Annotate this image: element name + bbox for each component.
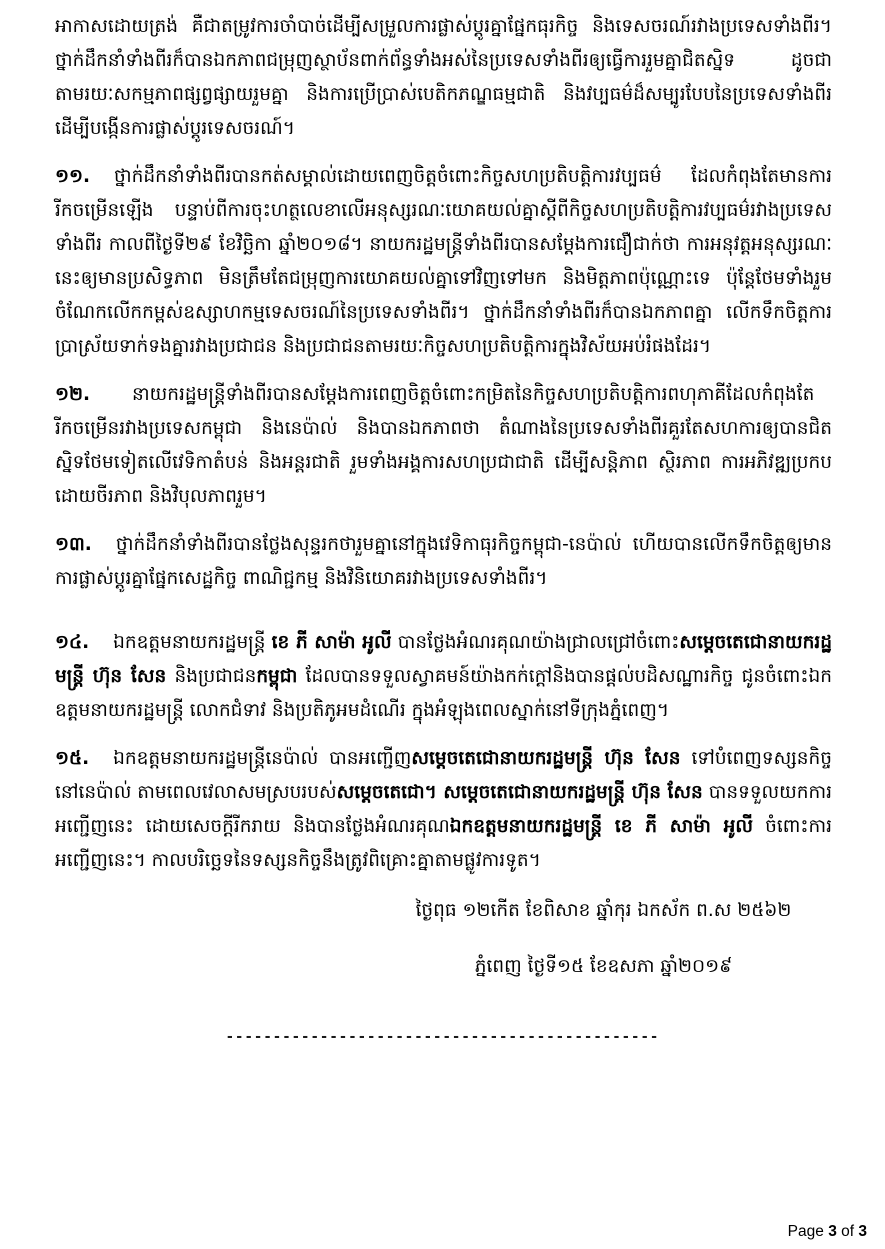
paragraph-segment: ទៅបំពេញទស្សនកិច្ចនៅនេប៉ាល់ តាមពេលវេលាសមស្របរបស់ xyxy=(55,748,832,803)
paragraph-segment-bold: សម្តេចតេជោ។ សម្តេចតេជោនាយករដ្ឋមន្ត្រី ហ៊ុន សែន xyxy=(336,782,703,803)
footer-page-current: 3 xyxy=(828,1223,837,1240)
paragraph-segment: បានថ្លែងអំណរគុណយ៉ាងជ្រាលជ្រៅចំពោះ xyxy=(391,632,680,653)
paragraph-segment: ចំពោះការអញ្ជើញនេះ។ កាលបរិច្ឆេទនៃទស្សនកិច្ចនឹងត្រូវពិគ្រោះគ្នាតាមផ្លូវការទូត។ xyxy=(55,816,832,871)
page-footer xyxy=(788,1223,867,1241)
paragraph-segment-bold: កម្ពុជា xyxy=(256,666,298,687)
numbered-paragraph xyxy=(55,378,832,514)
paragraph-segment: អាកាសដោយត្រង់ គឺជាតម្រូវការចាំបាច់ដើម្បីសម្រួលការផ្លាស់ប្តូរគ្នាផ្នែកធុរកិច្ច និងទេសចរណ៍រវាងប្រទេសទាំងពីរ។ ថ្នាក់ដឹកនាំទាំងពីរក៏បានឯកភាពជម្រុញស្ថាប័នពាក់ព័ន្ធទាំងអស់នៃប្រទេសទាំងពីរឲ្យធ្វើការរួមគ្នាជិតស្និទ ដូចជាតាមរយៈសកម្មភាពផ្សព្វផ្សាយរួមគ្នា និងការប្រើប្រាស់បេតិកភណ្ឌធម្មជាតិ និងវប្បធម៌ដ៏សម្បូរបែបនៃប្រទេសទាំងពីរ ដើម្បីបង្កើនការផ្លាស់ប្តូរទេសចរណ៍។ xyxy=(55,16,832,139)
paragraph-number: ១៤. xyxy=(55,632,90,653)
paragraph-segment: ថ្នាក់ដឹកនាំទាំងពីរបានថ្លែងសុន្ទរកថារួមគ្នានៅក្នុងវេទិកាធុរកិច្ចកម្ពុជា-នេប៉ាល់ ហើយបានលើកទឹកចិត្តឲ្យមានការផ្លាស់ប្តូរគ្នាផ្នែកសេដ្ឋកិច្ច ពាណិជ្ជកម្ម និងវិនិយោគរវាងប្រទេសទាំងពីរ។ xyxy=(55,534,832,589)
paragraph-segment: បានទទួលយកការអញ្ជើញនេះ ដោយសេចក្តីរីករាយ និងបានថ្លែងអំណរគុណ xyxy=(55,782,833,837)
paragraph-number: ១៥. xyxy=(55,748,90,769)
separator-row xyxy=(0,1026,885,1045)
paragraph-segment-bold: សម្តេចតេជោនាយករដ្ឋមន្ត្រី ហ៊ុន សែន xyxy=(55,632,832,687)
paragraph-segment: ថ្នាក់ដឹកនាំទាំងពីរបានកត់សម្គាល់ដោយពេញចិត្តចំពោះកិច្ចសហប្រតិបត្តិការវប្បធម៌ ដែលកំពុងតែមានការរីកចម្រើនឡើង បន្ទាប់ពីការចុះហត្ថលេខាលើអនុស្សរណៈយោគយល់គ្នាស្តីពីកិច្ចសហប្រតិបត្តិការវប្បធម៌រវាងប្រទេសទាំងពីរ កាលពីថ្ងៃទី២៩ ខែវិច្ឆិកា ឆ្នាំ២០១៨។ នាយករដ្ឋមន្ត្រីទាំងពីរបានសម្តែងការជឿជាក់ថា ការអនុវត្តអនុស្សរណៈនេះឲ្យមានប្រសិទ្ធភាព មិនត្រឹមតែជម្រុញការយោគយល់គ្នាទៅវិញទៅមក និងមិត្តភាពប៉ុណ្ណោះទេ ប៉ុន្តែថែមទាំងរួមចំណែកលើកកម្ពស់ឧស្សាហកម្មទេសចរណ៍នៃប្រទេសទាំងពីរ។ ថ្នាក់ដឹកនាំទាំងពីរក៏បានឯកភាពគ្នា លើកទឹកចិត្តការប្រាស្រ័យទាក់ទងគ្នារវាងប្រជាជន និងប្រជាជនតាមរយៈកិច្ចសហប្រតិបត្តិការក្នុងវិស័យអប់រំផងដែរ។ xyxy=(55,166,832,357)
footer-of-label: of xyxy=(841,1223,855,1240)
continuation-paragraph xyxy=(55,10,832,146)
date-block xyxy=(375,894,832,984)
date-line-gregorian: ភ្នំពេញ ថ្ងៃទី១៥ ខែឧសភា ឆ្នាំ២០១៩ xyxy=(474,956,733,977)
footer-page-total: 3 xyxy=(858,1223,867,1240)
paragraph-segment: ឯកឧត្តមនាយករដ្ឋមន្ត្រី xyxy=(113,632,272,653)
paragraph-segment: ដែលបានទទួលស្វាគមន៍យ៉ាងកក់ក្តៅនិងបានផ្តល់បដិសណ្ឋារកិច្ច ជូនចំពោះឯកឧត្តមនាយករដ្ឋមន្ត្រី លោកជំទាវ និងប្រតិភូអមដំណើរ ក្នុងអំឡុងពេលស្នាក់នៅទីក្រុងភ្នំពេញ។ xyxy=(55,666,832,721)
numbered-paragraph xyxy=(55,742,832,878)
numbered-paragraph xyxy=(55,528,832,596)
paragraph-segment: ឯកឧត្តមនាយករដ្ឋមន្ត្រីនេប៉ាល់ បានអញ្ជើញ xyxy=(113,748,412,769)
date-line-khmer-lunar: ថ្ងៃពុធ ១២កើត ខែពិសាខ ឆ្នាំកុរ ឯកស័ក ព.ស ២៥៦២ xyxy=(415,900,792,921)
paragraph-segment-bold: ឯកឧត្តមនាយករដ្ឋមន្ត្រី ខេ ភី សាម៉ា អូលី xyxy=(449,816,753,837)
footer-page-label: Page xyxy=(787,1223,824,1240)
paragraph-segment: នាយករដ្ឋមន្ត្រីទាំងពីរបានសម្តែងការពេញចិត្តចំពោះកម្រិតនៃកិច្ចសហប្រតិបត្តិការពហុភាគីដែលកំពុងតែរីកចម្រើនរវាងប្រទេសកម្ពុជា និងនេប៉ាល់ និងបានឯកភាពថា តំណាងនៃប្រទេសទាំងពីរគួរតែសហការឲ្យបានជិតស្និទថែមទៀតលើវេទិកាតំបន់ និងអន្តរជាតិ រួមទាំងអង្គការសហប្រជាជាតិ ដើម្បីសន្តិភាព ស្ថិរភាព ការអភិវឌ្ឍប្រកបដោយចីរភាព និងវិបុលភាពរួម។ xyxy=(55,384,832,507)
paragraph-segment: និងប្រជាជន xyxy=(166,666,257,687)
paragraph-number: ១១. xyxy=(55,166,91,187)
paragraph-segment-bold: សម្តេចតេជោនាយករដ្ឋមន្ត្រី ហ៊ុន សែន xyxy=(411,748,681,769)
numbered-paragraph xyxy=(55,626,832,728)
paragraph-segment-bold: ខេ ភី សាម៉ា អូលី xyxy=(271,632,392,653)
numbered-paragraph xyxy=(55,160,832,364)
paragraph-number: ១៣. xyxy=(55,534,92,555)
dashed-separator: ---------------------------------------------- xyxy=(225,1029,660,1045)
paragraph-number: ១២. xyxy=(55,384,91,405)
